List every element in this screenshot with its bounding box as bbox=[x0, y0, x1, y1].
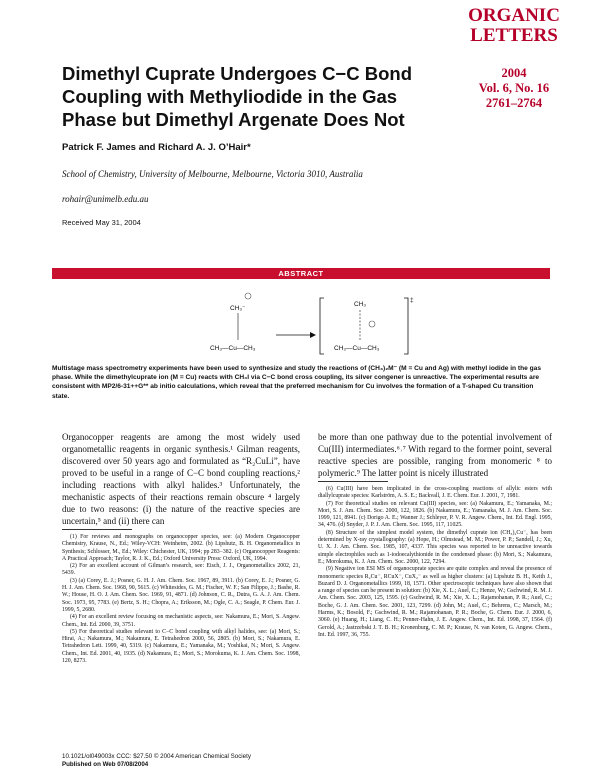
journal-info bbox=[448, 66, 580, 111]
footnote-2: (2) For an excellent account of Gilman’s research, see: Eisch, J. J., Organometallics 2002, 21, 5439. bbox=[62, 563, 300, 577]
journal-year: 2004 bbox=[501, 66, 527, 80]
abstract-heading: ABSTRACT bbox=[52, 268, 550, 279]
graphic-bracket-right bbox=[404, 298, 408, 354]
article-title: Dimethyl Cuprate Undergoes C−C Bond Coupling with Methyliodide in the Gas Phase but Dimethyl Argenate Does Not bbox=[62, 63, 413, 130]
footnotes-left bbox=[62, 534, 300, 665]
graphic-atom-2 bbox=[369, 321, 375, 327]
footnote-divider-right bbox=[318, 481, 388, 482]
footnote-divider-left bbox=[62, 529, 132, 530]
graphic-atom-1 bbox=[245, 293, 251, 299]
graphic-right-cuprate: CH₃—Cu—CH₃ bbox=[334, 345, 380, 352]
footnotes-right bbox=[318, 486, 552, 639]
journal-volume: Vol. 6, No. 16 bbox=[478, 81, 550, 95]
article-affiliation: School of Chemistry, University of Melbourne, Melbourne, Victoria 3010, Australia bbox=[62, 169, 363, 179]
footnote-6: (6) Cu(III) have been implicated in the cross-coupling reactions of allylic esters with diallylcuprate species: Karlström, A. S. E.; Backvall, J. E. Chem. Eur. J. 2001, 7, 1981. bbox=[318, 486, 552, 500]
journal-name bbox=[448, 6, 580, 46]
graphic-left-ch3: CH₃⁻ bbox=[230, 305, 246, 312]
received-date: Received May 31, 2004 bbox=[62, 218, 141, 227]
abstract-graphic bbox=[52, 280, 550, 360]
journal-name-line1: ORGANIC bbox=[468, 5, 560, 26]
journal-name-line2: LETTERS bbox=[470, 25, 558, 46]
graphic-bracket-left bbox=[320, 298, 324, 354]
footnote-7: (7) For theoretical studies on relevant Cu(III) species, see: (a) Nakamura, E.; Yamanaka, M.; Mori, S. J. Am. Chem. Soc. 2000, 122, 1826. (b) Nakamura, E.; Yamanaka, M. J. Am. Chem. Soc. 1999, 121, 8941. (c) Dorigo A. E.; Wanner J.; Schleyer, P. V. R. Angew. Chem., Int. Ed. Engl. 1995, 34, 476. (d) Snyder, J. P. J. Am. Chem. Soc. 1995, 117, 11025. bbox=[318, 500, 552, 529]
page-footer bbox=[62, 753, 392, 769]
abstract-text: Multistage mass spectrometry experiments have been used to synthesize and study the reactions of (CH₃)₂M⁻ (M = Cu and Ag) with methyl iodide in the gas phase. While the dimethylcuprate ion (M = Cu) reacts with CH₃I via C−C bond cross coupling, its silver congener is unreactive. The experimental results are consistent with MP2/6-31++G** ab initio calculations, which reveal that the preferred mechanism for Cu involves the formation of a T-shaped Cu transition state. bbox=[52, 365, 542, 400]
body-column-2: be more than one pathway due to the potential involvement of Cu(III) intermediates.⁶˒⁷ With regard to the former point, several reactive species are possible, ranging from monomeric ⁸ to polymeric.⁹ The latter point is nicely illustrated bbox=[318, 432, 552, 478]
article-authors: Patrick F. James and Richard A. J. O’Hair* bbox=[62, 142, 251, 153]
footnote-9: (9) Negative ion ESI MS of organocuprate species are quite complex and reveal the presence of monomeric species R₂Cu⁻, RCuX⁻, CuX₂⁻ as well as higher clusters: (a) Lipshutz B. H., Keith J., Buzard D. J. Organometallics 1999, 18, 1571. Other spectroscopic techniques have also shown that a range of species can be present in solution: (b) Xie, X. L.; Auel, C.; Henze, W.; Gschwind, R. M. J. Am. Chem. Soc. 2003, 125, 1595. (c) Gschwind, R. M.; Xie, X. L.; Rajamohanan, P. R.; Auel, C.; Boche, G. J. Am. Chem. Soc. 2001, 123, 7299. (d) John, M.; Auel, C.; Behrens, C.; Marsch, M.; Harms, K.; Bosold, F.; Gschwind, R. M.; Rajamohanan, P. R.; Boche, G. Chem. Eur. J. 2000, 6, 3060. (e) Huang, H.; Liang, C. H.; Penner-Hahn, J. E. Angew. Chem., Int. Ed. 1998, 37, 1564. (f) Gerold, A.; Jastrzebski J. T. B. H.; Kronenburg, C. M. P.; Krause, N. van Koten, G. Angew. Chem., Int. Ed. 1997, 36, 755. bbox=[318, 566, 552, 638]
author-email[interactable]: rohair@unimelb.edu.au bbox=[62, 194, 149, 204]
footnote-5: (5) For theoretical studies relevant to C−C bond coupling with alkyl halides, see: (a) Mori, S.; Hirai, A.; Nakamura, M.; Nakamura, E. Tetrahedron 2000, 56, 2805. (b) Mori, S.; Nakamura, E. Tetrahedron Lett. 1999, 40, 5319. (c) Nakamura, E.; Yamanaka, M.; Yoshikai, N.; Mori, S. Angew. Chem., Int. Ed. 2001, 40, 1935. (d) Nakamura, E.; Mori, S.; Morokuma, K. J. Am. Chem. Soc. 1998, 120, 8273. bbox=[62, 628, 300, 665]
footnote-4: (4) For an excellent review focusing on mechanistic aspects, see: Nakamura, E.; Mori, S. Angew. Chem., Int. Ed. 2000, 39, 3751. bbox=[62, 614, 300, 628]
footnote-8: (8) Structure of the simplest model system, the dimethyl cuprate ion (CH₃)₂Cu⁻, has been determined by X-ray crystallography: (a) Hope, H.; Olmstead, M. M.; Power, P. P.; Sandell, J.; Xu, U. X. J. Am. Chem. Soc. 1985, 107, 4337. This species was reported to be unreactive towards simple electrophiles such as 1-iodoecalythionide in the condensed phase: (b) Mori, S.; Nakamura, E.; Morokuma, K. J. Am. Chem. Soc. 2000, 122, 7294. bbox=[318, 529, 552, 565]
footnote-3: (3) (a) Corey, E. J.; Posner, G. H. J. Am. Chem. Soc. 1967, 89, 3911. (b) Corey, E. J.; Posner, G. H. J. Am. Chem. Soc. 1968, 90, 5615. (c) Whitesides, G. M.; Fischer, W. F.; San Filippo, J.; Bashe, R. W.; House, H. O. J. Am. Chem. Soc. 1969, 91, 4871. (d) Johnson, C. R., Dutra, G. A. J. Am. Chem. Soc. 1973, 95, 7783. (e) Bertz, S. H.; Chopra, A.; Eriksson, M.; Ogle, C. A.; Seagle, P. Chem. Eur. J. 1999, 5, 2680. bbox=[62, 577, 300, 613]
footnote-1: (1) For reviews and monographs on organocopper species, see: (a) Modern Organocopper Chemistry, Krause, N., Ed.; Wiley-VCH: Weinheim, 2002. (b) Lipshutz, B. H. Organometallics in Synthesis; Schlosser, M., Ed.; Wiley: Chichester, UK, 1994; pp 283−382. (c) Organocopper Reagents: A Practical Approach; Taylor, R. J. K., Ed.; Oxford University Press: Oxford, UK, 1994. bbox=[62, 534, 300, 562]
graphic-left-cuprate: CH₃—Cu—CH₃ bbox=[210, 345, 256, 352]
doi-line[interactable]: 10.1021/ol049003x CCC: $27.50 © 2004 American Chemical Society bbox=[62, 753, 251, 760]
journal-pages: 2761–2764 bbox=[485, 96, 543, 110]
graphic-arrowhead bbox=[310, 332, 316, 338]
published-line: Published on Web 07/08/2004 bbox=[62, 761, 149, 768]
body-column-1: Organocopper reagents are among the most widely used organometallic reagents in organic synthesis.¹ Gilman reagents, discovered over 50 years ago and formulated as “R₂CuLi”, have proved to be useful in a range of C−C bond coupling reactions,² including reactions with alkyl halides.³ Unfortunately, the mechanistic aspects of their reactions remain obscure ⁴ largely due to two reasons: (i) the nature of the reactive species are uncertain,⁵ and (ii) there can bbox=[62, 432, 300, 526]
graphic-right-ch3: CH₃ bbox=[354, 301, 367, 308]
graphic-ts-mark: ‡ bbox=[410, 297, 414, 304]
